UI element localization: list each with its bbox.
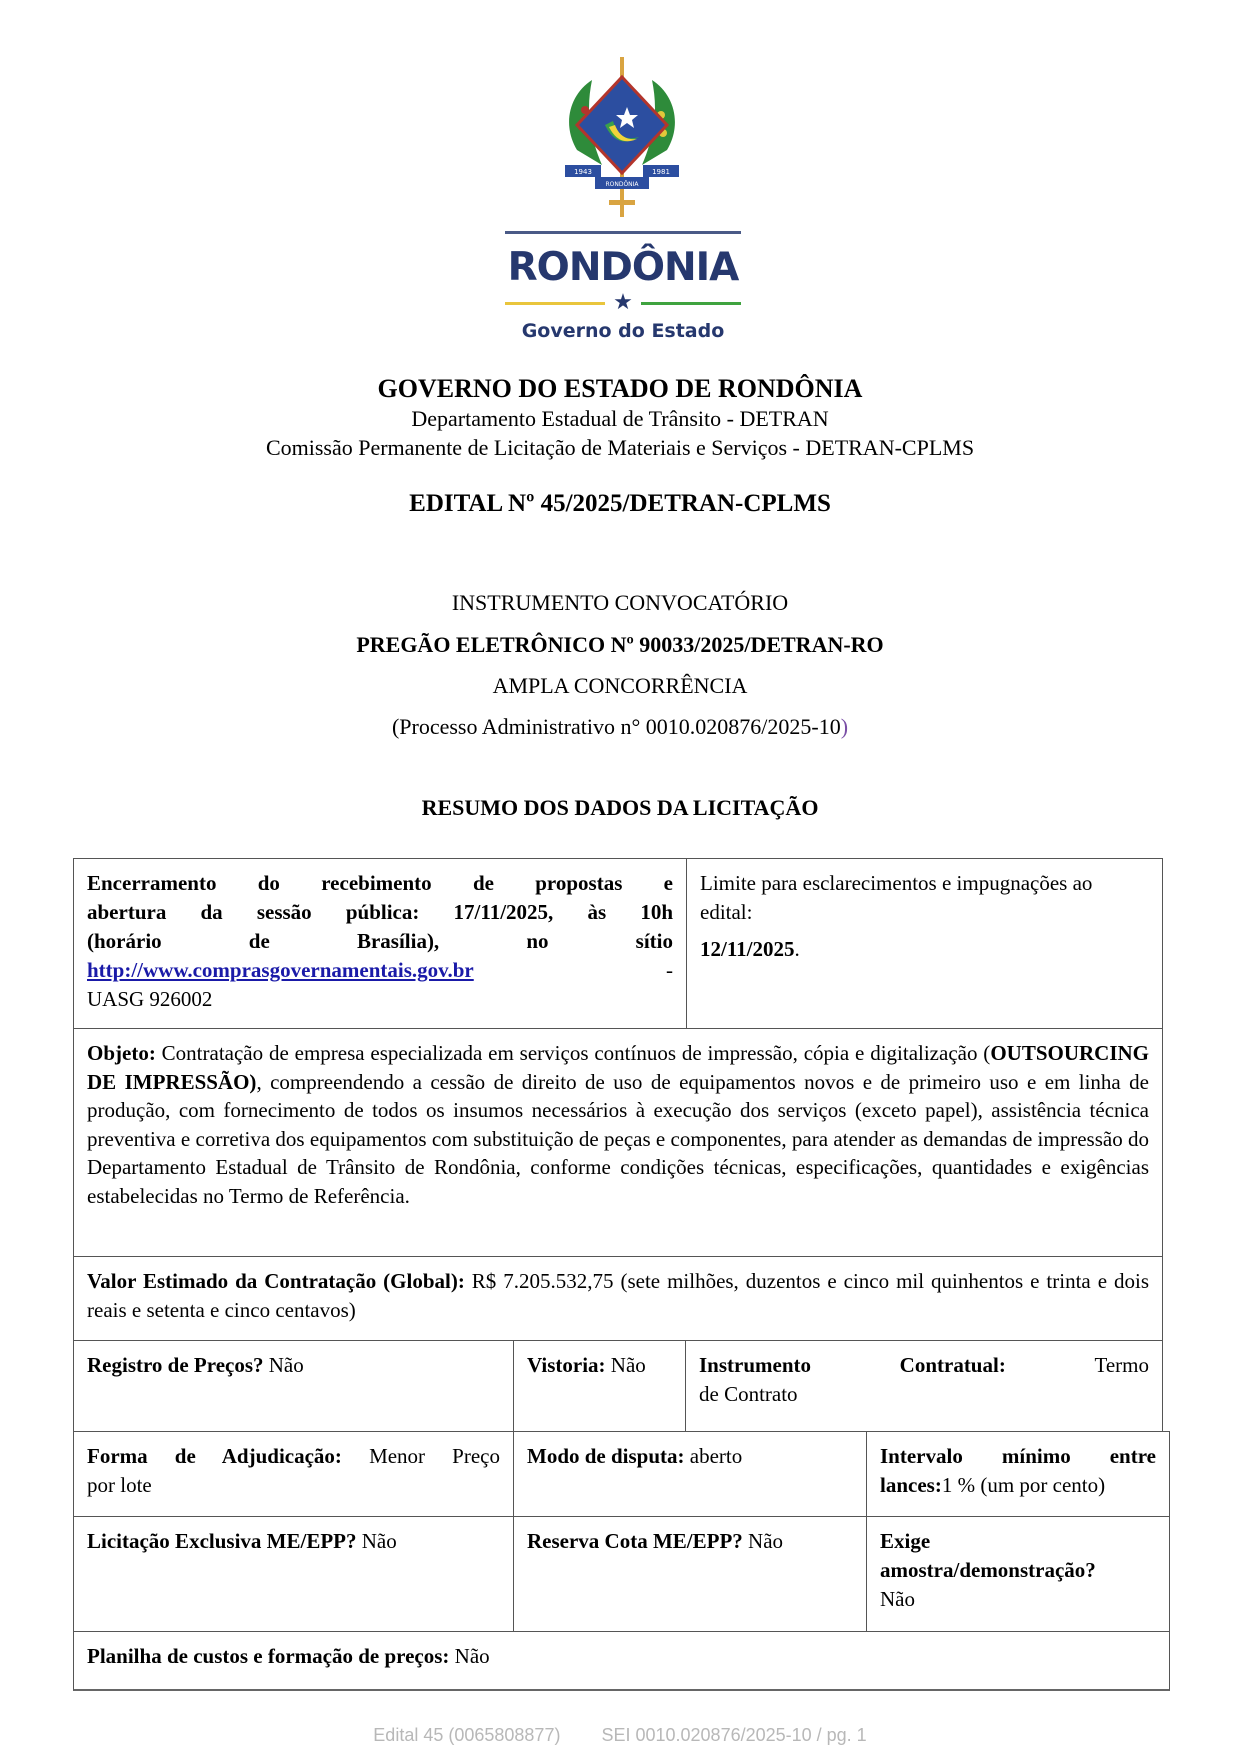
process-close-paren: ) — [840, 714, 849, 739]
summary-title: RESUMO DOS DADOS DA LICITAÇÃO — [421, 795, 819, 820]
limit-label: Limite para esclarecimentos e impugnações ao edital: — [700, 871, 1093, 924]
intervalo-line-2 — [880, 1471, 1156, 1500]
modo-disputa-cell — [513, 1431, 866, 1516]
exclusiva-label: Licitação Exclusiva ME/EPP? — [87, 1529, 357, 1553]
instrumento-label-a: Instrumento — [699, 1353, 812, 1377]
disputa-label: Modo de disputa: — [527, 1444, 685, 1468]
amostra-cell — [866, 1516, 1170, 1631]
amostra-value: Não — [880, 1587, 915, 1611]
instrument-type: INSTRUMENTO CONVOCATÓRIO — [451, 590, 789, 615]
pregao-number: PREGÃO ELETRÔNICO Nº 90033/2025/DETRAN-RO — [356, 632, 884, 657]
closing-dash: - — [666, 958, 673, 982]
exclusiva-cell — [73, 1516, 513, 1631]
star-icon: ★ — [613, 289, 633, 314]
amostra-label-a: Exige — [880, 1529, 931, 1553]
vistoria-label: Vistoria: — [527, 1353, 606, 1377]
crest-year-left: 1943 — [574, 168, 592, 176]
closing-link-line — [87, 956, 673, 985]
process-number — [0, 714, 1240, 740]
commission-name: Comissão Permanente de Licitação de Materiais e Serviços - DETRAN-CPLMS — [265, 435, 975, 460]
instrumento-contratual-cell — [685, 1340, 1163, 1431]
valor-value: R$ 7.205.532,75 (sete milhões, duzentos e cinco mil quinhentos e trinta e dois reais e setenta e cinco centavos) — [87, 1269, 1149, 1322]
exclusiva-value: Não — [356, 1529, 397, 1553]
limit-date-line — [700, 935, 1149, 964]
closing-session-cell — [73, 858, 686, 1028]
edital-number: EDITAL Nº 45/2025/DETRAN-CPLMS — [409, 490, 831, 517]
adjudicacao-value-a: Menor Preço — [369, 1444, 500, 1468]
adjudicacao-cell — [73, 1431, 513, 1516]
instrumento-value-a: Termo — [1094, 1353, 1149, 1377]
closing-line-3: (horário de Brasília), no sítio — [87, 929, 673, 953]
intervalo-lances-cell — [866, 1431, 1170, 1516]
closing-line-1: Encerramento do recebimento de propostas e — [87, 871, 673, 895]
valor-cell — [73, 1256, 1163, 1340]
coat-of-arms-icon — [557, 55, 687, 225]
disputa-value: aberto — [684, 1444, 743, 1468]
registro-label: Registro de Preços? — [87, 1353, 264, 1377]
limit-cell — [686, 858, 1163, 1028]
planilha-value: Não — [449, 1644, 490, 1668]
logo-subtitle: Governo do Estado — [521, 320, 725, 342]
planilha-label: Planilha de custos e formação de preços: — [87, 1644, 450, 1668]
registro-value: Não — [263, 1353, 304, 1377]
valor-label: Valor Estimado da Contratação (Global): — [87, 1269, 465, 1293]
instrumento-value-b: de Contrato — [699, 1382, 798, 1406]
vistoria-value: Não — [605, 1353, 646, 1377]
closing-line-2: abertura da sessão pública: 17/11/2025, às 10h — [87, 900, 673, 924]
logo-yellow-line — [505, 302, 605, 305]
crest-year-right: 1981 — [652, 168, 670, 176]
rondonia-logo — [505, 55, 741, 355]
cota-label: Reserva Cota ME/EPP? — [527, 1529, 743, 1553]
intervalo-value: 1 % (um por cento) — [941, 1473, 1106, 1497]
registro-precos-cell — [73, 1340, 513, 1431]
footer-sei-page: SEI 0010.020876/2025-10 / pg. 1 — [601, 1725, 867, 1745]
adjudicacao-line-1 — [87, 1442, 500, 1471]
objeto-bold: OUTSOURCING DE IMPRESSÃO) — [87, 1041, 1150, 1094]
intervalo-label-b: lances: — [880, 1473, 942, 1497]
logo-name: RONDÔNIA — [507, 245, 739, 290]
government-title: GOVERNO DO ESTADO DE RONDÔNIA — [377, 374, 863, 403]
adjudicacao-label: Forma de Adjudicação: — [87, 1444, 342, 1468]
adjudicacao-value-b: por lote — [87, 1473, 152, 1497]
amostra-label-b: amostra/demonstração? — [880, 1558, 1096, 1582]
limit-date-period: . — [794, 937, 800, 961]
objeto-label: Objeto: — [87, 1041, 156, 1065]
uasg-code: UASG 926002 — [87, 987, 213, 1011]
intervalo-label-a: Intervalo mínimo entre — [880, 1444, 1156, 1468]
planilha-cell — [73, 1631, 1170, 1691]
vistoria-cell — [513, 1340, 685, 1431]
objeto-text-2: , compreendendo a cessão de direito de uso de equipamentos novos e de primeiro uso e em linha de produção, com fornecimento de todos os insumos necessários à execução dos serviços (exceto papel), assistência técnica preventiva e corretiva dos equipamentos com substituição de peças e componentes, para atender as demandas de impressão do Departamento Estadual de Trânsito de Rondônia, conforme condições técnicas, especificações, quantidades e exigências estabelecidas no Termo de Referência. — [87, 1069, 1149, 1208]
instrumento-line-1 — [699, 1351, 1149, 1380]
crest-banner: RONDÔNIA — [605, 181, 639, 188]
process-text: (Processo Administrativo n° 0010.020876/2025-10 — [391, 714, 841, 739]
reserva-cota-cell — [513, 1516, 866, 1631]
instrumento-label-b: Contratual: — [899, 1353, 1006, 1377]
objeto-text-1: Contratação de empresa especializada em serviços contínuos de impressão, cópia e digitalização ( — [161, 1041, 991, 1065]
logo-green-line — [641, 302, 741, 305]
limit-date: 12/11/2025 — [700, 937, 795, 961]
page-footer — [0, 1725, 1240, 1746]
cota-value: Não — [742, 1529, 784, 1553]
objeto-cell — [73, 1028, 1163, 1256]
logo-divider — [505, 231, 741, 234]
footer-document-id: Edital 45 (0065808877) — [373, 1725, 561, 1745]
comprasgovernamentais-link[interactable]: http://www.comprasgovernamentais.gov.br — [87, 958, 474, 982]
competition-type: AMPLA CONCORRÊNCIA — [492, 673, 748, 698]
department-name: Departamento Estadual de Trânsito - DETRAN — [411, 406, 829, 431]
